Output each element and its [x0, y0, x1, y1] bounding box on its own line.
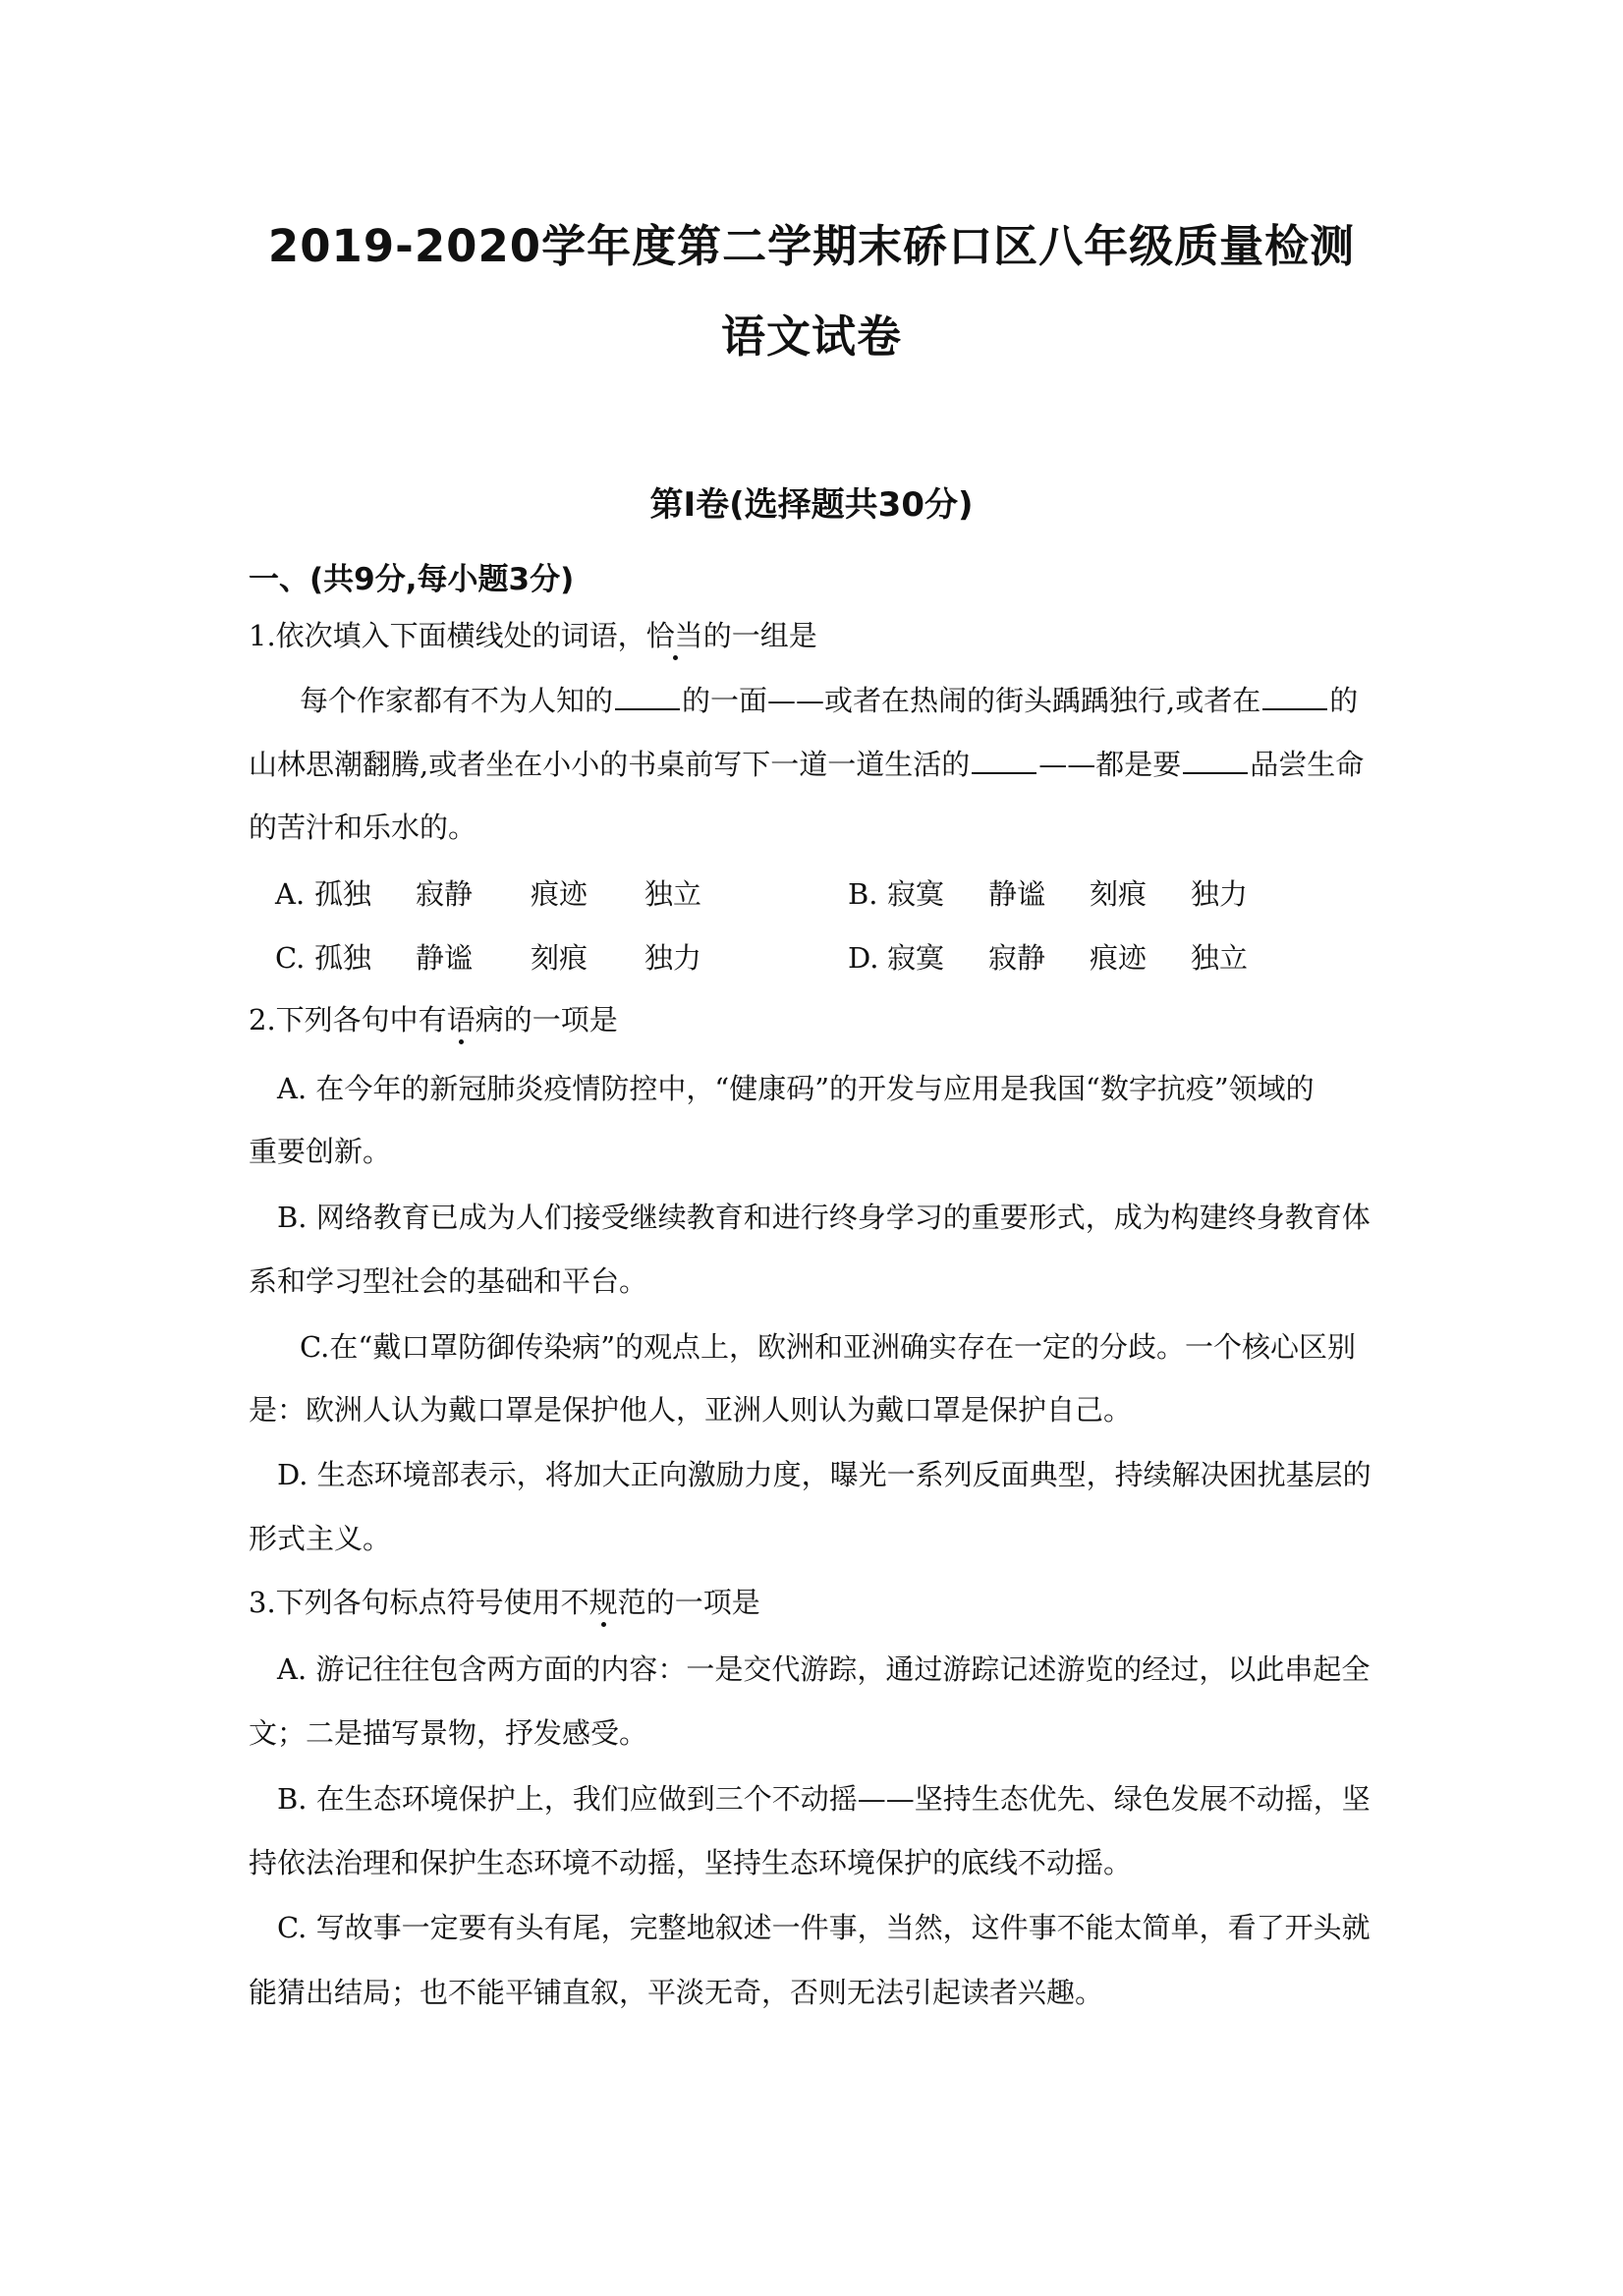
- option-word: 痕迹: [531, 877, 588, 911]
- question-1-emphasis: 恰当: [645, 619, 703, 652]
- question-2-stem: [249, 1000, 618, 1039]
- question-1-option-a: [275, 874, 701, 914]
- option-word: 静谧: [416, 941, 474, 975]
- fill-blank-2: [1262, 685, 1327, 710]
- question-2-option-a-line-1: A. 在今年的新冠肺炎疫情防控中，“健康码”的开发与应用是我国“数字抗疫”领域的: [277, 1072, 1315, 1105]
- option-word: 寂寞: [887, 941, 945, 975]
- question-2-option-b-line-2: 系和学习型社会的基础和平台。: [249, 1264, 648, 1298]
- question-2-option-c-line-1: C.在“戴口罩防御传染病”的观点上，欧洲和亚洲确实存在一定的分歧。一个核心区别: [300, 1330, 1357, 1364]
- question-3-stem-start: 3.下列各句标点符号使用: [249, 1586, 561, 1619]
- question-3-option-c-line-1: C. 写故事一定要有头有尾，完整地叙述一件事，当然，这件事不能太简单，看了开头就: [277, 1911, 1371, 1944]
- option-label: C.: [275, 941, 306, 975]
- option-word: 寂静: [988, 941, 1046, 975]
- question-1-passage-line-1: [300, 681, 1388, 720]
- passage-text: 品尝生命: [1250, 748, 1365, 781]
- option-label: D.: [848, 941, 879, 975]
- question-1-stem-start: 1.依次填入下面横线处的词语，: [249, 619, 646, 652]
- option-word: 独力: [644, 941, 702, 975]
- question-1-passage-line-3: 的苦汁和乐水的。: [249, 811, 477, 844]
- fill-blank-4: [1183, 749, 1248, 774]
- question-1-stem: [249, 616, 817, 655]
- passage-text: 山林思潮翻腾,或者坐在小小的书桌前写下一道一道生活的: [249, 748, 971, 781]
- option-word: 刻痕: [1090, 877, 1147, 911]
- question-2-emphasis: 有语病: [418, 1003, 504, 1036]
- option-word: 独力: [1191, 877, 1249, 911]
- fill-blank-3: [972, 749, 1036, 774]
- exam-title: 2019-2020学年度第二学期末硚口区八年级质量检测: [267, 220, 1356, 272]
- question-1-option-c: [275, 938, 701, 978]
- passage-text: 每个作家都有不为人知的: [300, 684, 614, 717]
- question-3-stem: [249, 1583, 760, 1622]
- question-2-option-d-line-2: 形式主义。: [249, 1522, 392, 1555]
- question-3-emphasis: 不规范: [560, 1586, 646, 1619]
- option-word: 刻痕: [531, 941, 588, 975]
- question-3-stem-end: 的一项是: [645, 1586, 760, 1619]
- question-2-stem-end: 的一项是: [503, 1003, 618, 1036]
- option-word: 寂静: [416, 877, 474, 911]
- option-label: A.: [275, 877, 306, 911]
- fill-blank-1: [615, 685, 680, 710]
- passage-text: 的一面——或者在热闹的街头踽踽独行,或者在: [682, 684, 1261, 717]
- question-3-option-c-line-2: 能猜出结局；也不能平铺直叙，平淡无奇，否则无法引起读者兴趣。: [249, 1976, 1104, 2009]
- question-2-option-a-line-2: 重要创新。: [249, 1135, 392, 1168]
- option-word: 孤独: [314, 941, 372, 975]
- option-word: 独立: [644, 877, 702, 911]
- passage-text: ——都是要: [1038, 748, 1182, 781]
- question-1-stem-end: 的一组是: [702, 619, 817, 652]
- part-title: 一、(共9分,每小题3分): [249, 562, 575, 597]
- question-3-option-b-line-2: 持依法治理和保护生态环境不动摇，坚持生态环境保护的底线不动摇。: [249, 1846, 1133, 1879]
- question-1-option-d: [848, 938, 1248, 978]
- volume-title: 第Ⅰ卷(选择题共30分): [649, 485, 974, 525]
- option-word: 孤独: [314, 877, 372, 911]
- option-word: 寂寞: [887, 877, 945, 911]
- question-3-option-a-line-2: 文；二是描写景物，抒发感受。: [249, 1716, 648, 1750]
- exam-subtitle: 语文试卷: [720, 310, 902, 363]
- question-2-stem-start: 2.下列各句中: [249, 1003, 419, 1036]
- question-1-passage-line-2: [249, 745, 1388, 784]
- question-2-option-d-line-1: D. 生态环境部表示，将加大正向激励力度，曝光一系列反面典型，持续解决困扰基层的: [277, 1458, 1371, 1491]
- option-word: 独立: [1191, 941, 1249, 975]
- question-3-option-b-line-1: B. 在生态环境保护上，我们应做到三个不动摇——坚持生态优先、绿色发展不动摇，坚: [277, 1782, 1371, 1816]
- question-2-option-c-line-2: 是：欧洲人认为戴口罩是保护他人，亚洲人则认为戴口罩是保护自己。: [249, 1393, 1133, 1427]
- question-3-option-a-line-1: A. 游记往往包含两方面的内容：一是交代游踪，通过游踪记述游览的经过，以此串起全: [277, 1652, 1371, 1686]
- option-word: 痕迹: [1090, 941, 1147, 975]
- passage-text: 的: [1329, 684, 1359, 717]
- question-2-option-b-line-1: B. 网络教育已成为人们接受继续教育和进行终身学习的重要形式，成为构建终身教育体: [277, 1201, 1371, 1234]
- question-1-option-b: [848, 874, 1248, 914]
- option-word: 静谧: [988, 877, 1046, 911]
- option-label: B.: [848, 877, 878, 911]
